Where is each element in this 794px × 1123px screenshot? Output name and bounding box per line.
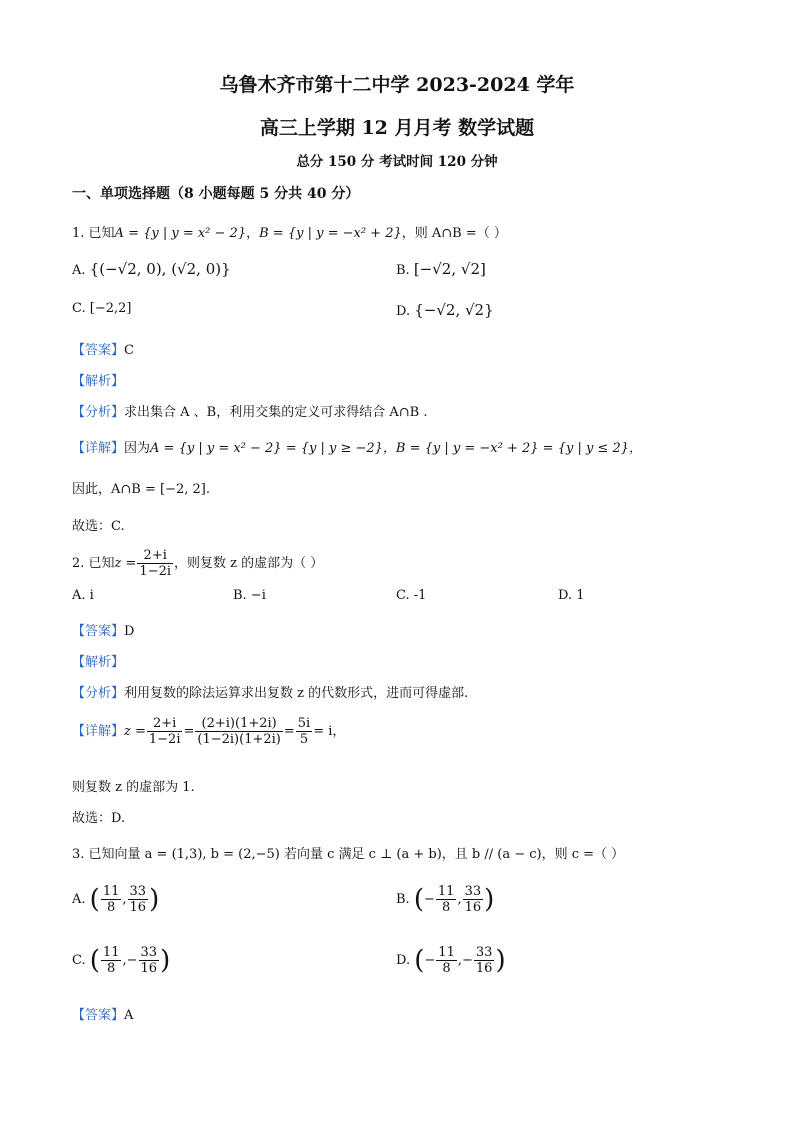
answer-tag: 【答案】 xyxy=(72,1008,125,1023)
q1-option-c-label: C. xyxy=(72,301,86,316)
q2-detail-frac3 xyxy=(296,716,312,747)
q3-b-d2: 16 xyxy=(464,900,482,915)
q2-fraction xyxy=(137,548,173,579)
q3-option-d: D. (− $\frac{11}{8}$ ,− $\frac{33}{16}$ ) xyxy=(396,945,506,976)
q3-stem: 3. 已知向量 a = (1,3), b = (2,−5) 若向量 c 满足 c ⊥ (a + b)，且 b // (a − c)，则 c =（ ） xyxy=(72,847,625,862)
q1-option-a-value: {(−√2, 0), (√2, 0)} xyxy=(89,260,231,278)
q1-detail xyxy=(72,437,642,456)
q1-ask: ，则 A∩B =（ ） xyxy=(401,226,507,241)
q1-fenxi xyxy=(72,401,427,420)
q3-option-a: A. ( $\frac{11}{8}$ , $\frac{33}{16}$ ) xyxy=(72,884,160,915)
q1-option-a-label: A. xyxy=(72,263,86,278)
q3-b-n1: 11 xyxy=(437,884,455,899)
q3-a-d1: 8 xyxy=(106,900,116,915)
q1-option-c-value: [−2,2] xyxy=(89,301,132,316)
fenxi-tag: 【分析】 xyxy=(72,686,125,701)
q3-option-b: B. (− $\frac{11}{8}$ , $\frac{33}{16}$ ) xyxy=(396,884,495,915)
q2-d1-den: 1−2i xyxy=(148,732,181,747)
q2-option-c: C. -1 xyxy=(396,588,427,603)
q1-stem xyxy=(72,222,507,241)
q1-number: 1. 已知 xyxy=(72,226,115,241)
q1-fenxi-text: 求出集合 A 、B，利用交集的定义可求得结合 A∩B . xyxy=(124,405,428,420)
q2-d2-den: (1−2i)(1+2i) xyxy=(197,732,281,747)
q2-frac-den: 1−2i xyxy=(139,564,172,579)
q2-option-d: D. 1 xyxy=(558,588,585,603)
q2-fenxi xyxy=(72,682,468,701)
q3-answer xyxy=(72,1004,133,1023)
q1-option-a xyxy=(72,260,231,278)
q3-b-d1: 8 xyxy=(442,900,451,915)
q1-option-d xyxy=(396,301,494,319)
q2-detail-frac2 xyxy=(195,716,282,747)
q3-option-a-label: A. xyxy=(72,892,86,907)
q3-d-d1: 8 xyxy=(442,961,451,976)
q1-answer-value: C xyxy=(124,343,134,358)
q3-c-sign: − xyxy=(126,953,138,968)
analysis-tag: 【解析】 xyxy=(72,374,125,389)
q3-option-c: C. ( $\frac{11}{8}$ ,− $\frac{33}{16}$ ) xyxy=(72,945,171,976)
q2-frac-num: 2+i xyxy=(137,548,173,564)
answer-tag: 【答案】 xyxy=(72,343,125,358)
q1-option-b-value: [−√2, √2] xyxy=(413,260,486,278)
q2-conclude: 则复数 z 的虚部为 1. xyxy=(72,780,195,795)
q3-c-d1: 8 xyxy=(107,961,116,976)
q2-choose: 故选：D. xyxy=(72,811,126,826)
q3-d-d2: 16 xyxy=(475,961,493,976)
q1-choose: 故选：C. xyxy=(72,519,125,534)
q1-option-d-label: D. xyxy=(396,304,411,319)
q3-d-sign1: − xyxy=(424,953,436,968)
q3-a-n1: 11 xyxy=(102,884,120,899)
doc-title-line2: 高三上学期 12 月月考 数学试题 xyxy=(259,117,535,139)
q2-detail-end: = i， xyxy=(313,724,346,739)
q3-option-b-label: B. xyxy=(396,892,410,907)
q3-a-n2: 33 xyxy=(129,884,147,899)
section-heading: 一、单项选择题（8 小题每题 5 分共 40 分） xyxy=(72,186,360,202)
q2-detail-z: z = xyxy=(124,724,146,739)
q2-answer-value: D xyxy=(124,624,135,639)
doc-title-line1: 乌鲁木齐市第十二中学 2023-2024 学年 xyxy=(219,74,575,96)
q2-number: 2. 已知 xyxy=(72,556,115,571)
q2-ask: ，则复数 z 的虚部为（ ） xyxy=(174,556,324,571)
q3-a-d2: 16 xyxy=(129,900,147,915)
q3-c-n1: 11 xyxy=(102,945,120,960)
fenxi-tag: 【分析】 xyxy=(72,405,125,420)
q3-c-d2: 16 xyxy=(140,961,158,976)
q1-set-a: A = {y | y = x² − 2} xyxy=(114,226,247,241)
q2-d1-num: 2+i xyxy=(147,716,183,732)
q1-option-b xyxy=(396,260,486,278)
detail-tag: 【详解】 xyxy=(72,724,125,739)
q2-option-a: A. i xyxy=(72,588,94,603)
q1-option-d-value: {−√2, √2} xyxy=(414,301,494,319)
q3-option-d-label: D. xyxy=(396,953,411,968)
q1-comma: ， xyxy=(246,226,260,241)
q1-analysis-tag xyxy=(72,370,124,389)
q1-answer xyxy=(72,339,134,358)
q1-detail-pre: 因为 xyxy=(124,441,151,456)
q3-option-c-label: C. xyxy=(72,953,86,968)
q3-d-n2: 33 xyxy=(475,945,493,960)
q1-set-b: B = {y | y = −x² + 2} xyxy=(259,226,402,241)
q2-d3-den: 5 xyxy=(299,732,309,747)
q1-detail-math: A = {y | y = x² − 2} = {y | y ≥ −2}，B = {y | y = −x² + 2} = {y | y ≤ 2}， xyxy=(150,441,642,456)
q3-d-sign2: − xyxy=(461,953,473,968)
analysis-tag: 【解析】 xyxy=(72,655,125,670)
q1-option-c xyxy=(72,301,131,316)
answer-tag: 【答案】 xyxy=(72,624,125,639)
q2-d2-num: (2+i)(1+2i) xyxy=(195,716,282,732)
q2-z: z = xyxy=(114,556,137,571)
q2-answer xyxy=(72,620,134,639)
q1-option-b-label: B. xyxy=(396,263,410,278)
q2-stem xyxy=(72,548,323,579)
q1-so: 因此，A∩B = [−2, 2]. xyxy=(72,482,210,497)
q3-b-n2: 33 xyxy=(464,884,482,899)
q2-detail-frac1 xyxy=(147,716,183,747)
q3-answer-value: A xyxy=(124,1008,134,1023)
q2-analysis-tag xyxy=(72,651,124,670)
q2-fenxi-text: 利用复数的除法运算求出复数 z 的代数形式，进而可得虚部. xyxy=(124,686,469,701)
q3-d-n1: 11 xyxy=(438,945,455,960)
detail-tag: 【详解】 xyxy=(72,441,125,456)
q3-b-sign: − xyxy=(423,892,435,907)
q3-c-n2: 33 xyxy=(140,945,158,960)
doc-meta: 总分 150 分 考试时间 120 分钟 xyxy=(296,154,498,170)
q2-detail: 【详解】z = $\frac{2+i}{1-2i}$ = $\frac{(2+i)(1+2i)}{(1-2i)(1+2i)}$ = $\frac{5i}{5}$ = i， xyxy=(72,716,346,747)
q2-d3-num: 5i xyxy=(297,716,311,731)
q2-option-b: B. −i xyxy=(233,588,266,603)
